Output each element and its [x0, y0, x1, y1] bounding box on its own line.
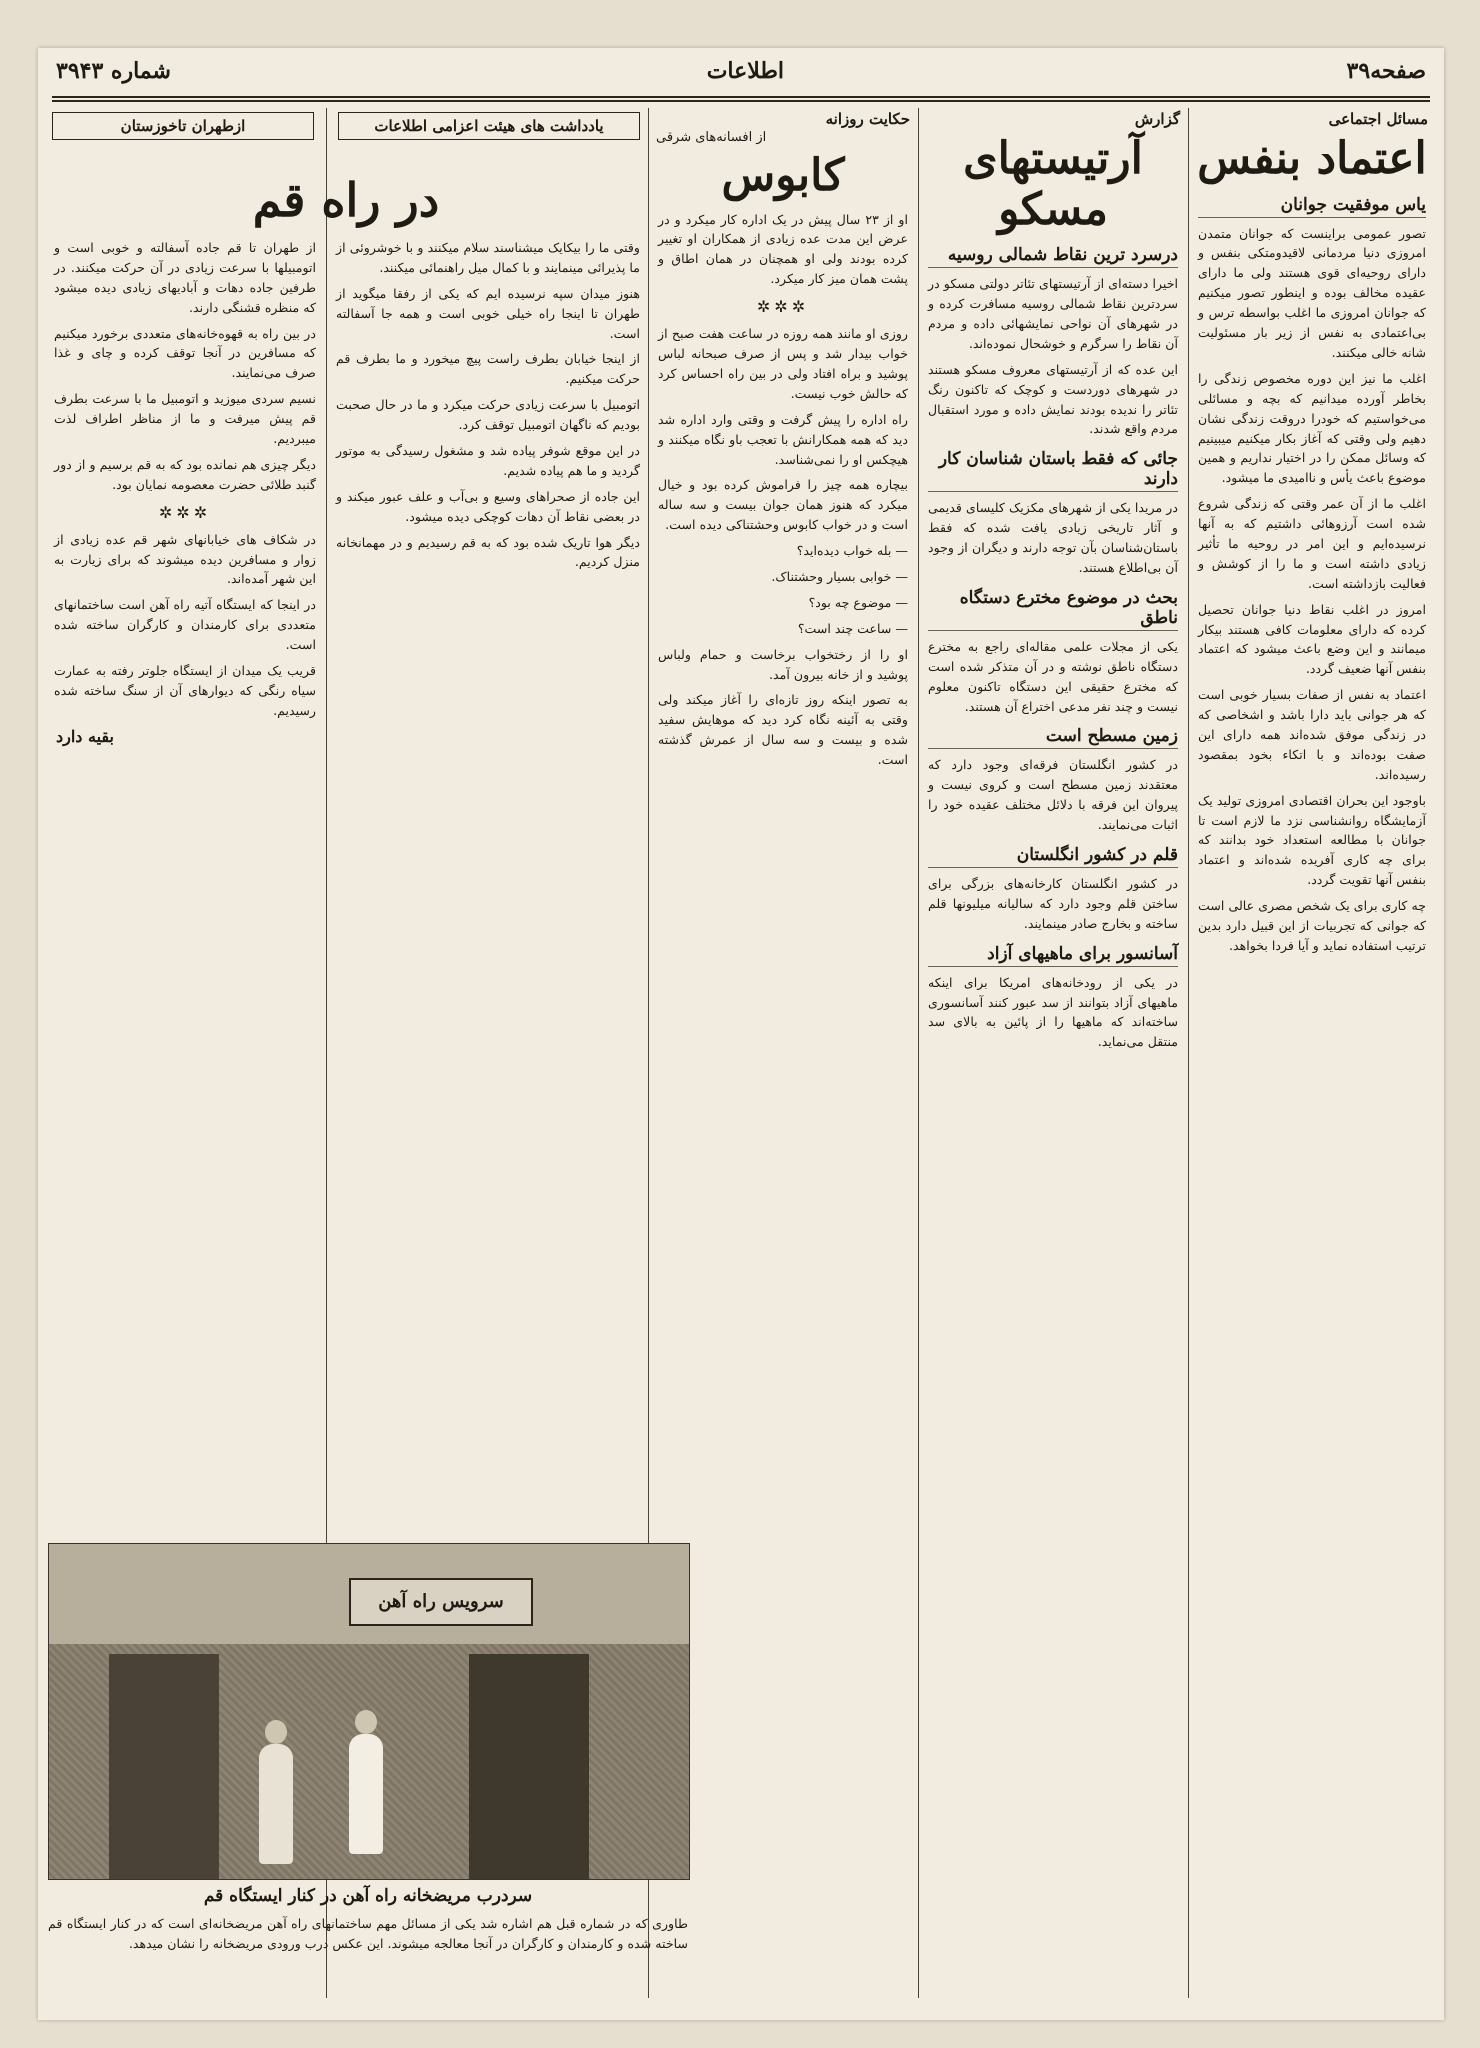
paragraph: از اینجا خیابان بطرف راست پیچ میخورد و ما بطرف قم حرکت میکنیم. [336, 351, 640, 387]
photo-figure [349, 1734, 383, 1854]
headline: در راه قم [252, 173, 440, 227]
paragraph: در مریدا یکی از شهرهای مکزیک کلیسای قدیمی و آثار تاریخی زیادی یافت شده که فقط باستان‌شناسان بآن توجه دارند و دیگران از وجود آن بی‌اطلاع هستند. [928, 500, 1178, 575]
dialogue-line: — موضوع چه بود؟ [808, 594, 908, 610]
headline-wrap [48, 168, 644, 235]
paragraph: اتومبیل با سرعت زیادی حرکت میکرد و ما در حال صحبت بودیم که ناگهان اتومبیل توقف کرد. [336, 397, 640, 433]
subheading: درسرد ترین نقاط شمالی روسیه [928, 245, 1178, 268]
paragraph: دیگر چیزی هم نمانده بود که به قم برسیم و از دور گنبد طلائی حضرت معصومه نمایان بود. [54, 456, 316, 492]
article-moscow-artists [922, 108, 1184, 1998]
paragraph: قریب یک میدان از ایستگاه جلوتر رفته به عمارت سیاه رنگی که دیوارهای آن از سنگ ساخته شده رسیدیم. [54, 663, 316, 718]
headline: اعتماد بنفس [1197, 133, 1427, 184]
paragraph: اخیرا دسته‌ای از آرتیستهای تئاتر دولتی مسکو در سردترین نقاط شمالی روسیه مسافرت کرده و در شهرهای آن نواحی نمایشهائی داده و مردم آن نقاط را سرگرم و خوشحال نموده‌اند. [928, 276, 1178, 351]
photo-figure [259, 1744, 293, 1864]
separator-stars: ✲✲✲ [756, 297, 810, 317]
paragraph: هنوز میدان سپه نرسیده ایم که یکی از رفقا میگوید از طهران تا اینجا راه خیلی خوبی است و همه جا آسفالته است. [336, 285, 640, 341]
paragraph: بیچاره همه چیز را فراموش کرده بود و خیال میکرد که هنوز همان جوان بیست و سه ساله است و در خواب کابوس وحشتناکی دیده است. [658, 477, 908, 533]
paragraph: دیگر هوا تاریک شده بود که به قم رسیدیم و در مهمانخانه منزل کردیم. [336, 534, 640, 570]
section-sublabel: از افسانه‌های شرقی [656, 130, 767, 145]
subheading: قلم در کشور انگلستان [928, 845, 1178, 868]
paragraph: این عده که از آرتیستهای معروف مسکو هستند در شهرهای دوردست و کوچک که تاکنون رنگ تئاتر را ندیده بودند نمایش داده و مورد استقبال مردم واقع شدند. [928, 361, 1178, 437]
paragraph: از طهران تا قم جاده آسفالته و خوبی است و اتومبیلها با سرعت زیادی در آن حرکت میکنند. در طرفین جاده دهات و آبادیهای زیادی دیده میشود که منظره قشنگی دارند. [54, 240, 316, 315]
paragraph: او را از رختخواب برخاست و حمام ولباس پوشید و از خانه بیرون آمد. [658, 646, 908, 682]
subheading: آسانسور برای ماهیهای آزاد [928, 944, 1178, 967]
paragraph: به تصور اینکه روز تازه‌ای را آغاز میکند ولی وقتی به آئینه نگاه کرد دید که موهایش سفید شده و بیست و سه سال از عمرش گذشته است. [658, 692, 908, 768]
paragraph: در اینجا که ایستگاه آتیه راه آهن است ساختمانهای متعددی برای کارمندان و کارگران ساخته شده است. [54, 597, 316, 653]
photo-railway-hospital [48, 1543, 690, 1880]
paragraph: نسیم سردی میوزید و اتومبیل ما با سرعت بطرف قم پیش میرفت و ما از مناظر اطراف لذت میبردیم. [54, 391, 316, 447]
section-label: یادداشت های هیئت اعزامی اطلاعات [338, 112, 640, 140]
paragraph: راه اداره را پیش گرفت و وقتی وارد اداره شد دید که همه همکارانش با تعجب باو نگاه میکنند و هیچکس او را نمی‌شناسد. [658, 411, 908, 467]
headline: آرتیستهای مسکو [963, 133, 1143, 235]
paragraph: در این موقع شوفر پیاده شد و مشغول رسیدگی به موتور گردید و ما هم پیاده شدیم. [336, 443, 640, 478]
photo-doorway [109, 1654, 219, 1879]
paragraph: در شکاف های خیابانهای شهر قم عده زیادی از زوار و مسافرین دیده میشوند که برای زیارت به این شهر آمده‌اند. [54, 531, 316, 587]
paragraph: در یکی از رودخانه‌های امریکا برای اینکه ماهیهای آزاد بتوانند از سد عبور کنند آسانسوری ساخته‌اند که ماهیها را از پائین به بالای سد منتقل می‌نماید. [928, 974, 1178, 1050]
photo-sign: سرویس راه آهن [349, 1578, 533, 1626]
section-label: حکایت روزانه [825, 110, 910, 128]
paragraph: اغلب ما نیز این دوره مخصوص زندگی را بخاطر آورده میدانیم که بچه و مسائلی می‌خواستیم که خودرا دروقت زندگی نشان دهیم ولی وقتی که آغاز بکار میکنیم میبینیم که وسائل ممکن را در اختیار نداریم و همین موضوع باعث یأس و ناامیدی ما میشود. [1198, 370, 1426, 486]
newspaper-page [38, 48, 1444, 2020]
dialogue-line: — بله خواب دیده‌اید؟ [796, 543, 908, 559]
page-number: صفحه۳۹ [1346, 58, 1426, 84]
photo-figure-head [355, 1710, 377, 1734]
section-label: ازطهران تاخوزستان [52, 112, 314, 140]
photo-caption-text: طاوری که در شماره قبل هم اشاره شد یکی از مسائل مهم ساختمانهای راه آهن مریضخانه‌ای است که در کنار ایستگاه قم ساخته شده و کارمندان و کارگران در آنجا معالجه میشوند. این عکس درب ورودی مریضخانه را نشان میدهد. [48, 1916, 688, 1951]
paragraph: در کشور انگلستان کارخانه‌های بزرگی برای ساختن قلم وجود دارد که سالیانه میلیونها قلم ساخته و بخارج صادر مینمایند. [928, 876, 1178, 931]
headline: کابوس [721, 150, 845, 201]
subheading: جائی که فقط باستان شناسان کار دارند [928, 449, 1178, 492]
photo-figure-head [265, 1720, 287, 1744]
dialogue-line: — ساعت چند است؟ [797, 620, 908, 636]
separator-stars: ✲✲✲ [158, 502, 212, 522]
paragraph: امروز در اغلب نقاط دنیا جوانان تحصیل کرده که دارای معلومات کافی هستند بیکار میمانند و این وضع باعث میشود که اعتماد بنفس آنها ضعیف گردد. [1198, 601, 1426, 677]
subheading: یاس موفقیت جوانان [1198, 195, 1426, 218]
subheading: زمین مسطح است [928, 726, 1178, 749]
paragraph: اعتماد به نفس از صفات بسیار خوبی است که هر جوانی باید دارا باشد و اشخاصی که در زندگی موفق شده‌اند همه دارای این صفت بوده‌اند و با اتکاء بخود بمقصود رسیده‌اند. [1198, 687, 1426, 782]
photo-caption-title: سردرب مریضخانه راه آهن در کنار ایستگاه قم [203, 1886, 533, 1906]
masthead-rule [52, 96, 1430, 98]
paragraph: او از ۲۳ سال پیش در یک اداره کار میکرد و در عرض این مدت عده زیادی از همکاران او تغییر کرده بودند ولی او همچنان در همان اطاق و پشت همان میز کار میکرد. [658, 211, 908, 287]
paragraph: تصور عمومی براینست که جوانان متمدن امروزی دنیا مردمانی لاقیدومتکی بنفس و دارای روحیه‌ای قوی هستند ولی ما دارای عقیده مخالف بوده و اینطور تصور میکنیم که جوانان امروزی ما اغلب بواسطه ترس و بی‌اعتمادی به نفس از زیر بار مسئولیت شانه خالی میکنند. [1198, 225, 1426, 360]
article-nightmare [652, 108, 914, 1998]
paragraph: یکی از مجلات علمی مقاله‌ای راجع به مخترع دستگاه ناطق نوشته و در آن متذکر شده است که مخترع حقیقی این دستگاه تاکنون معلوم نیست و چند نفر مدعی اختراع آن هستند. [928, 638, 1178, 714]
masthead [38, 58, 1444, 94]
paragraph: باوجود این بحران اقتصادی امروزی تولید یک آزمایشگاه روانشناسی نزد ما لازم است تا جوانان با مطالعه استعداد خود بدانند که برای چه کاری آفریده شده‌اند و اعتماد بنفس آنها تقویت گردد. [1198, 792, 1426, 888]
paragraph: این جاده از صحراهای وسیع و بی‌آب و علف عبور میکند و در بعضی نقاط آن دهات کوچکی دیده میشود. [336, 488, 640, 524]
article-self-confidence [1192, 108, 1432, 1998]
photo-doorway [469, 1654, 589, 1879]
paragraph: اغلب ما از آن عمر وقتی که زندگی شروع شده است آرزوهائی داشتیم که به آنها نرسیده‌ایم و این امر در روحیه ما تأثیر زیادی داشته است و ما را از کوشش و فعالیت بازداشته است. [1198, 496, 1426, 591]
paragraph: در بین راه به قهوه‌خانه‌های متعددی برخورد میکنیم که مسافرین در آنجا توقف کرده و چای و غذا صرف می‌نمایند. [54, 325, 316, 381]
masthead-rule-2 [52, 100, 1430, 102]
paragraph: چه کاری برای یک شخص مصری عالی است که جوانی که تجربیات از این قبیل دارد بدین ترتیب استفاده نماید و آیا فردا بخواهد. [1198, 898, 1426, 953]
subheading: بحث در موضوع مخترع دستگاه ناطق [928, 588, 1178, 631]
dialogue-line: — خوابی بسیار وحشتناک. [771, 568, 908, 584]
travel-notes-header [48, 108, 644, 164]
issue-number: شماره ۳۹۴۳ [56, 58, 171, 84]
continued-label: بقیه دارد [56, 726, 114, 746]
travel-notes-right [330, 238, 646, 1534]
paragraph: در کشور انگلستان فرقه‌ای وجود دارد که معتقدند زمین مسطح است و کروی نیست و پیروان این فرقه با دلائل مختلف عقیده خود را اثبات می‌نمایند. [928, 757, 1178, 833]
travel-notes-left [48, 238, 322, 1534]
paragraph: وقتی ما را بیکایک میشناسند سلام میکنند و با خوشروئی از ما پذیرائی مینمایند و با کمال میل راهنمائی میکنند. [336, 240, 640, 275]
column-divider [1188, 108, 1189, 1998]
column-divider [918, 108, 919, 1998]
section-label: مسائل اجتماعی [1328, 110, 1428, 128]
paper-name: اطلاعات [706, 58, 784, 84]
section-label: گزارش [1134, 110, 1180, 128]
paragraph: روزی او مانند همه روزه در ساعت هفت صبح از خواب بیدار شد و پس از صرف صبحانه لباس پوشید و براه افتاد ولی در بین راه احساس کرد که حالش خوب نیست. [658, 326, 908, 401]
